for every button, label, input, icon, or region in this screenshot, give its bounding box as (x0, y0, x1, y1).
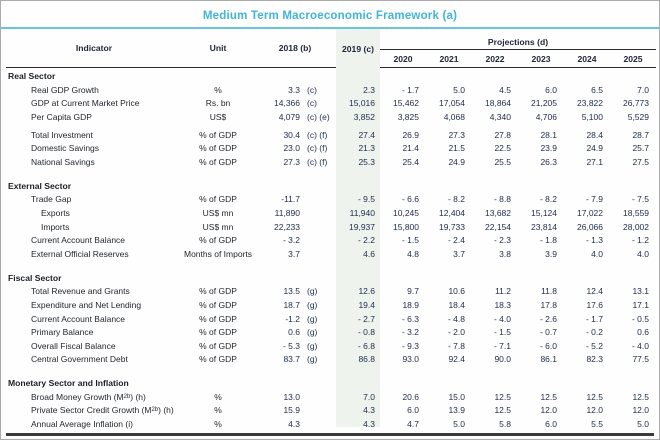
projection-cell: 6.0 (545, 84, 557, 95)
projection-cell: 17.8 (540, 299, 557, 310)
value-2018-cell: 14,366 (274, 98, 300, 109)
value-2018-cell: 11,890 (274, 207, 300, 218)
projection-cell: 3,825 (397, 111, 419, 122)
indicator-cell: Annual Average Inflation (i) (31, 419, 133, 430)
projection-cell: 9.7 (407, 286, 419, 297)
value-2018-cell: -1.2 (285, 313, 300, 324)
section-header: Monetary Sector and Inflation (8, 378, 129, 389)
unit-cell: US$ (209, 111, 227, 122)
projection-cell: 26,773 (623, 98, 649, 109)
projection-cell: - 2.0 (447, 327, 465, 338)
indicator-cell: National Savings (31, 156, 95, 167)
projection-cell: 21,205 (531, 98, 557, 109)
indicator-text: ) (h) (130, 391, 146, 402)
projection-cell: 28.1 (540, 129, 557, 140)
projection-cell: 25.5 (494, 156, 511, 167)
projection-cell: 17,022 (577, 207, 603, 218)
projection-cell: 12.0 (632, 405, 649, 416)
projection-cell: - 9.3 (401, 340, 419, 351)
value-2018-cell: 3.3 (288, 84, 300, 95)
projection-cell: 4,706 (535, 111, 557, 122)
value-2018-cell: 18.7 (283, 299, 300, 310)
projection-cell: 4.8 (407, 248, 419, 259)
unit-cell: % of GDP (199, 354, 237, 365)
projection-cell: 6.0 (407, 405, 419, 416)
footnote-2018-cell (302, 417, 336, 431)
unit-cell: % of GDP (199, 340, 237, 351)
value-2018-cell: - 3.2 (282, 235, 300, 246)
table-row (6, 128, 654, 142)
footnote-2018-cell: (c) (f) (307, 156, 328, 167)
footnote-2018-cell (302, 404, 336, 418)
indicator-cell: Total Revenue and Grants (31, 286, 130, 297)
value-2018-cell: 27.3 (283, 156, 300, 167)
value-2019-cell: - 6.8 (357, 340, 375, 351)
indicator-text: Broad Money Growth (M (31, 391, 124, 402)
projection-cell: 28.7 (632, 129, 649, 140)
projection-cell: 18.3 (494, 299, 511, 310)
projection-cell: - 4.0 (493, 313, 511, 324)
table-row (6, 247, 654, 261)
table-row (6, 141, 654, 155)
footnote-2018-cell: (g) (307, 327, 318, 338)
unit-cell: % (214, 405, 222, 416)
projection-cell: 13.9 (448, 405, 465, 416)
projection-cell: 23,814 (531, 221, 557, 232)
table-row (6, 83, 654, 97)
value-2018-cell: - 5.3 (282, 340, 300, 351)
table-row (6, 404, 654, 418)
projection-cell: 15,800 (393, 221, 419, 232)
projection-cell: 4,068 (443, 111, 465, 122)
projection-cell: - 7.8 (447, 340, 465, 351)
table-row (6, 193, 654, 207)
value-2018-cell: 22,233 (274, 221, 300, 232)
projection-cell: 15,462 (393, 98, 419, 109)
projection-cell: 92.4 (448, 354, 465, 365)
value-2018-cell: 15.9 (283, 405, 300, 416)
column-header-2021: 2021 (426, 50, 472, 68)
table-row (6, 390, 654, 404)
indicator-text: Private Sector Credit Growth (M (31, 405, 152, 416)
projection-cell: 21.5 (448, 143, 465, 154)
projection-cell: 10,245 (393, 207, 419, 218)
projection-cell: 3.9 (545, 248, 557, 259)
projection-cell: - 6.3 (401, 313, 419, 324)
table-row (6, 353, 654, 367)
footnote-2018-cell: (g) (307, 299, 318, 310)
indicator-cell: Exports (41, 207, 70, 218)
value-2019-cell: 7.0 (363, 391, 375, 402)
footnote-2018-cell: (g) (307, 313, 318, 324)
projection-cell: - 2.4 (447, 235, 465, 246)
projection-cell: - 8.8 (493, 194, 511, 205)
column-header-2022: 2022 (472, 50, 518, 68)
projection-cell: 5.0 (453, 419, 465, 430)
projection-cell: - 8.2 (539, 194, 557, 205)
projection-cell: 27.3 (448, 129, 465, 140)
projection-cell: 12.4 (586, 286, 603, 297)
projection-cell: 12.0 (540, 405, 557, 416)
projection-cell: 10.6 (448, 286, 465, 297)
projection-cell: - 1.2 (631, 235, 649, 246)
projection-cell: 26.9 (402, 129, 419, 140)
projection-cell: - 1.8 (539, 235, 557, 246)
column-header-2018: 2018 (b) (254, 29, 336, 68)
unit-cell: % of GDP (199, 194, 237, 205)
projection-cell: - 1.3 (585, 235, 603, 246)
indicator-cell (6, 404, 182, 418)
projection-cell: 13,682 (485, 207, 511, 218)
projection-cell: 15,124 (531, 207, 557, 218)
projection-cell: 4.5 (499, 84, 511, 95)
indicator-cell: Expenditure and Net Lending (31, 299, 142, 310)
unit-cell: Months of Imports (183, 248, 253, 259)
projection-cell: - 0.2 (585, 327, 603, 338)
footnote-2018-cell (302, 247, 336, 261)
value-2019-cell: - 2.7 (357, 313, 375, 324)
projection-cell: 22.5 (494, 143, 511, 154)
projection-cell: 4.0 (591, 248, 603, 259)
projection-cell: 25.7 (632, 143, 649, 154)
section-gap (6, 169, 654, 178)
table-row (6, 298, 654, 312)
indicator-cell: Central Government Debt (31, 354, 128, 365)
unit-cell: US$ mn (202, 207, 234, 218)
table-body (6, 68, 654, 431)
table-row (6, 339, 654, 353)
value-2018-cell: 30.4 (283, 129, 300, 140)
projection-cell: 12.0 (586, 405, 603, 416)
projection-cell: 17.1 (632, 299, 649, 310)
projection-cell: 23.9 (540, 143, 557, 154)
projection-cell: 25.4 (402, 156, 419, 167)
table-row (6, 97, 654, 111)
column-header-2019: 2019 (c) (341, 43, 374, 54)
table-row (6, 312, 654, 326)
section-gap (6, 261, 654, 270)
projection-cell: - 7.5 (631, 194, 649, 205)
projection-cell: 24.9 (586, 143, 603, 154)
value-2018-cell: -11.7 (281, 194, 300, 205)
footnote-2018-cell: (c) (307, 98, 317, 109)
projection-cell: 12.5 (494, 391, 511, 402)
table-row (6, 325, 654, 339)
footnote-2018-cell (302, 233, 336, 247)
projection-cell: - 6.6 (401, 194, 419, 205)
footnote-2018-cell (302, 206, 336, 220)
value-2019-cell: 21.3 (358, 143, 375, 154)
projection-cell: 5,529 (627, 111, 649, 122)
value-2019-cell: 2.3 (363, 84, 375, 95)
projection-cell: 12,404 (439, 207, 465, 218)
footnote-2018-cell: (c) (f) (307, 143, 328, 154)
value-2018-cell: 23.0 (283, 143, 300, 154)
projection-cell: 6.0 (545, 419, 557, 430)
projection-cell: - 7.9 (585, 194, 603, 205)
projection-cell: 12.5 (586, 391, 603, 402)
unit-cell: % (214, 419, 222, 430)
indicator-cell: Current Account Balance (31, 235, 126, 246)
value-2018-cell: 0.6 (288, 327, 300, 338)
value-2019-cell: 11,940 (349, 207, 375, 218)
projection-cell: - 1.7 (585, 313, 603, 324)
indicator-cell: Current Account Balance (31, 313, 126, 324)
table (1, 29, 659, 436)
projection-cell: 27.5 (632, 156, 649, 167)
projection-cell: - 3.2 (401, 327, 419, 338)
projection-cell: 18,559 (623, 207, 649, 218)
value-2018-cell: 3.7 (288, 248, 300, 259)
projection-cell: 5,100 (581, 111, 603, 122)
indicator-text: ) (h) (158, 405, 174, 416)
value-2019-cell: 4.3 (363, 405, 375, 416)
table-row (6, 110, 654, 124)
projection-cell: 12.5 (540, 391, 557, 402)
indicator-cell: Overall Fiscal Balance (31, 340, 116, 351)
projection-cell: 15.0 (448, 391, 465, 402)
projection-cell: 4.7 (407, 419, 419, 430)
projection-cell: 0.6 (637, 327, 649, 338)
section-header: External Sector (8, 180, 72, 191)
footnote-2018-cell: (g) (307, 354, 318, 365)
column-header-2020: 2020 (380, 50, 426, 68)
footnote-2018-cell (302, 193, 336, 207)
value-2019-cell: 15,016 (349, 98, 375, 109)
value-2018-cell: 13.0 (283, 391, 300, 402)
footnote-2018-cell: (c) (f) (307, 129, 328, 140)
projection-cell: - 1.5 (493, 327, 511, 338)
value-2018-cell: 83.7 (283, 354, 300, 365)
footnote-2018-cell (302, 220, 336, 234)
indicator-cell: Per Capita GDP (31, 111, 92, 122)
indicator-cell: Real GDP Growth (31, 84, 99, 95)
projection-cell: 27.8 (494, 129, 511, 140)
unit-cell: US$ mn (202, 221, 234, 232)
projection-cell: 17,054 (439, 98, 465, 109)
unit-cell: % of GDP (199, 143, 237, 154)
projection-cell: 7.0 (637, 84, 649, 95)
projection-cell: 12.5 (632, 391, 649, 402)
value-2019-cell: 27.4 (358, 129, 375, 140)
projection-cell: 6.5 (591, 84, 603, 95)
projection-cell: - 8.2 (447, 194, 465, 205)
projection-cell: 28,002 (623, 221, 649, 232)
projection-cell: 24.9 (448, 156, 465, 167)
value-2018-cell: 4.3 (288, 419, 300, 430)
projection-cell: 18,864 (485, 98, 511, 109)
projection-cell: 3.8 (499, 248, 511, 259)
value-2019-cell: 19,937 (349, 221, 375, 232)
value-2019-cell: 4.3 (363, 419, 375, 430)
indicator-cell: Imports (41, 221, 70, 232)
projection-cell: 4,340 (489, 111, 511, 122)
projection-cell: - 1.5 (401, 235, 419, 246)
table-row (6, 417, 654, 431)
projection-cell: - 2.3 (493, 235, 511, 246)
projection-cell: 90.0 (494, 354, 511, 365)
projection-cell: 11.2 (495, 286, 511, 297)
projection-cell: 22,154 (485, 221, 511, 232)
projection-cell: - 4.0 (631, 340, 649, 351)
indicator-cell: External Official Reserves (31, 248, 129, 259)
indicator-cell: GDP at Current Market Price (31, 98, 140, 109)
unit-cell: % of GDP (199, 327, 237, 338)
unit-cell: % of GDP (199, 313, 237, 324)
unit-cell: % of GDP (199, 129, 237, 140)
projection-cell: - 4.8 (447, 313, 465, 324)
projection-cell: 17.6 (586, 299, 603, 310)
projection-cell: 26,066 (577, 221, 603, 232)
projection-cell: - 1.7 (401, 84, 419, 95)
projection-cell: 5.0 (453, 84, 465, 95)
indicator-cell (6, 390, 182, 404)
indicator-cell: Domestic Savings (31, 143, 100, 154)
value-2018-cell: 4,079 (278, 111, 300, 122)
projection-cell: 5.0 (637, 419, 649, 430)
projection-cell: 21.4 (402, 143, 419, 154)
value-2019-cell: 19.4 (358, 299, 375, 310)
value-2018-cell: 13.5 (283, 286, 300, 297)
indicator-subscript: 2b (123, 393, 131, 400)
table-bottom-rule (6, 433, 654, 436)
projection-cell: 28.4 (586, 129, 603, 140)
projection-cell: 18.9 (402, 299, 419, 310)
value-2019-cell: 3,852 (353, 111, 375, 122)
table-header (6, 29, 654, 68)
column-header-projections: Projections (d) (380, 35, 656, 50)
column-header-2025: 2025 (610, 50, 656, 68)
projection-cell: 3.7 (453, 248, 465, 259)
value-2019-cell: 86.8 (358, 354, 375, 365)
projection-cell: - 0.5 (631, 313, 649, 324)
projection-cell: 18.4 (448, 299, 465, 310)
projection-cell: 82.3 (586, 354, 603, 365)
column-header-indicator: Indicator (6, 29, 182, 68)
projection-cell: - 6.0 (539, 340, 557, 351)
projection-cell: 5.5 (591, 419, 603, 430)
table-row (6, 206, 654, 220)
footnote-2018-cell: (g) (307, 340, 318, 351)
footnote-2018-cell: (c) (e) (307, 111, 330, 122)
unit-cell: Rs. bn (205, 98, 231, 109)
value-2019-cell: - 0.8 (357, 327, 375, 338)
footnote-2018-cell: (g) (307, 286, 318, 297)
unit-cell: % of GDP (199, 235, 237, 246)
value-2019-cell: 12.6 (358, 286, 375, 297)
projection-cell: 11.8 (541, 286, 557, 297)
unit-cell: % of GDP (199, 286, 237, 297)
projection-cell: 86.1 (540, 354, 557, 365)
projection-cell: 27.1 (586, 156, 603, 167)
column-header-unit: Unit (182, 29, 254, 68)
indicator-cell: Total Investment (31, 129, 93, 140)
table-title: Medium Term Macroeconomic Framework (a) (202, 10, 458, 22)
indicator-cell: Trade Gap (31, 194, 72, 205)
indicator-cell: Primary Balance (31, 327, 94, 338)
projection-cell: 77.5 (632, 354, 649, 365)
section-header: Real Sector (8, 71, 56, 81)
unit-cell: % (214, 84, 222, 95)
projection-cell: 5.8 (499, 419, 511, 430)
projection-cell: - 2.6 (539, 313, 557, 324)
table-row (6, 220, 654, 234)
projection-cell: 4.0 (637, 248, 649, 259)
footnote-2018-cell (302, 390, 336, 404)
unit-cell: % of GDP (199, 299, 237, 310)
footnote-2018-cell: (c) (307, 84, 317, 95)
projection-cell: 93.0 (402, 354, 419, 365)
section-gap (6, 366, 654, 375)
value-2019-cell: 4.6 (363, 248, 375, 259)
projection-cell: 19,733 (439, 221, 465, 232)
projection-cell: 26.3 (540, 156, 557, 167)
table-row (6, 285, 654, 299)
column-header-2024: 2024 (564, 50, 610, 68)
unit-cell: % (214, 391, 222, 402)
column-header-2023: 2023 (518, 50, 564, 68)
projection-cell: - 0.7 (539, 327, 557, 338)
projection-cell: 20.6 (402, 391, 419, 402)
unit-cell: % of GDP (199, 156, 237, 167)
indicator-subscript: 2b (151, 407, 159, 414)
projection-cell: - 7.1 (493, 340, 511, 351)
projection-cell: - 5.2 (585, 340, 603, 351)
table-row (6, 155, 654, 169)
value-2019-cell: - 9.5 (357, 194, 375, 205)
projection-cell: 13.1 (632, 286, 649, 297)
section-header: Fiscal Sector (8, 272, 62, 283)
value-2019-cell: - 2.2 (357, 235, 375, 246)
projection-cell: 12.5 (494, 405, 511, 416)
table-row (6, 233, 654, 247)
projection-cell: 23,822 (577, 98, 603, 109)
value-2019-cell: 25.3 (358, 156, 375, 167)
